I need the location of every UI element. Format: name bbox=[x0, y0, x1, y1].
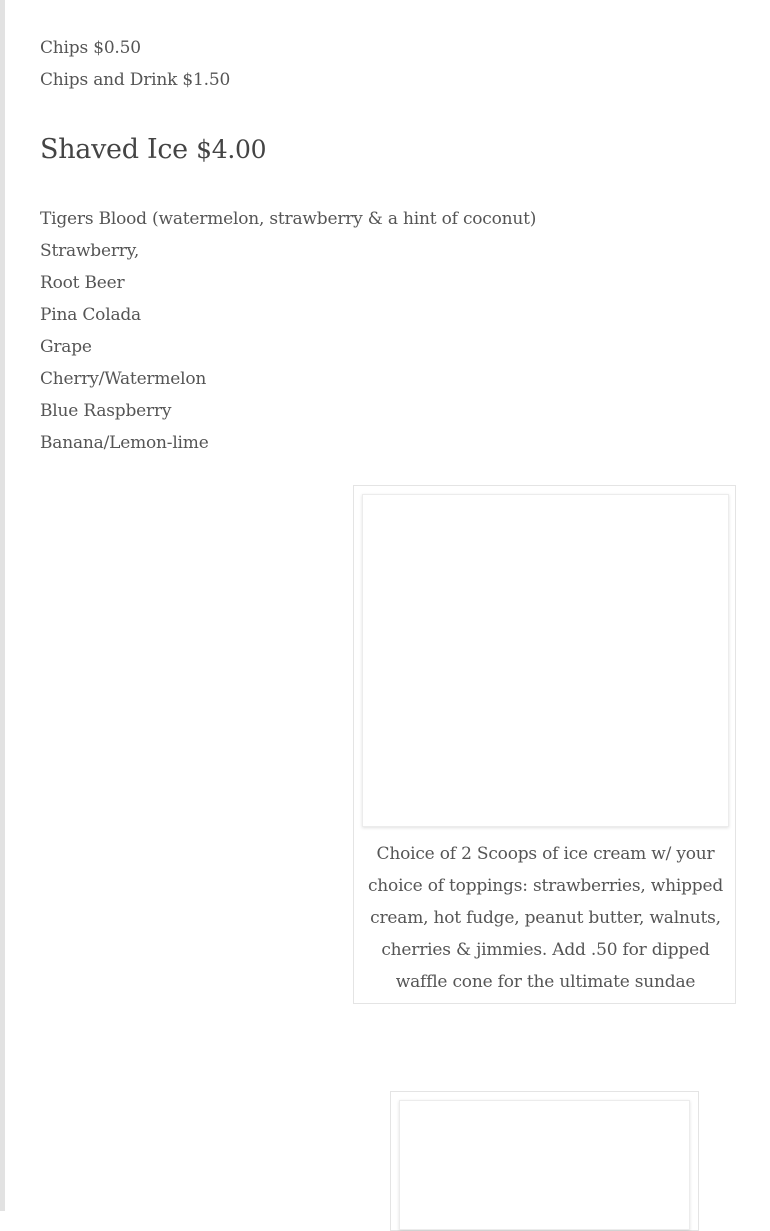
flavor-item: Tigers Blood (watermelon, strawberry & a hint of coconut) bbox=[40, 209, 537, 229]
shaved-ice-price: $4.00 bbox=[196, 135, 267, 164]
sundae-image-card bbox=[353, 485, 736, 1004]
shaved-ice-title: Shaved Ice bbox=[40, 134, 188, 165]
left-border-rule bbox=[0, 0, 5, 1211]
flavor-item: Blue Raspberry bbox=[40, 401, 172, 421]
shaved-ice-heading bbox=[40, 128, 266, 172]
flavor-item: Cherry/Watermelon bbox=[40, 369, 207, 389]
sundae-caption: Choice of 2 Scoops of ice cream w/ your choice of toppings: strawberries, whipped cream, hot fudge, peanut butter, walnuts, cherries & jimmies. Add .50 for dipped waffle cone for the ultimate sundae bbox=[367, 844, 724, 992]
sundae-image-placeholder bbox=[362, 494, 729, 827]
flavor-item: Pina Colada bbox=[40, 305, 141, 325]
chips-and-drink-item: Chips and Drink $1.50 bbox=[40, 70, 231, 90]
second-image-card bbox=[390, 1091, 699, 1231]
chips-item: Chips $0.50 bbox=[40, 38, 141, 58]
chips-list bbox=[40, 32, 230, 96]
shaved-ice-flavor-list bbox=[40, 203, 536, 459]
flavor-item: Grape bbox=[40, 337, 92, 357]
flavor-item: Banana/Lemon-lime bbox=[40, 433, 209, 453]
flavor-item: Root Beer bbox=[40, 273, 125, 293]
flavor-item: Strawberry, bbox=[40, 241, 140, 261]
